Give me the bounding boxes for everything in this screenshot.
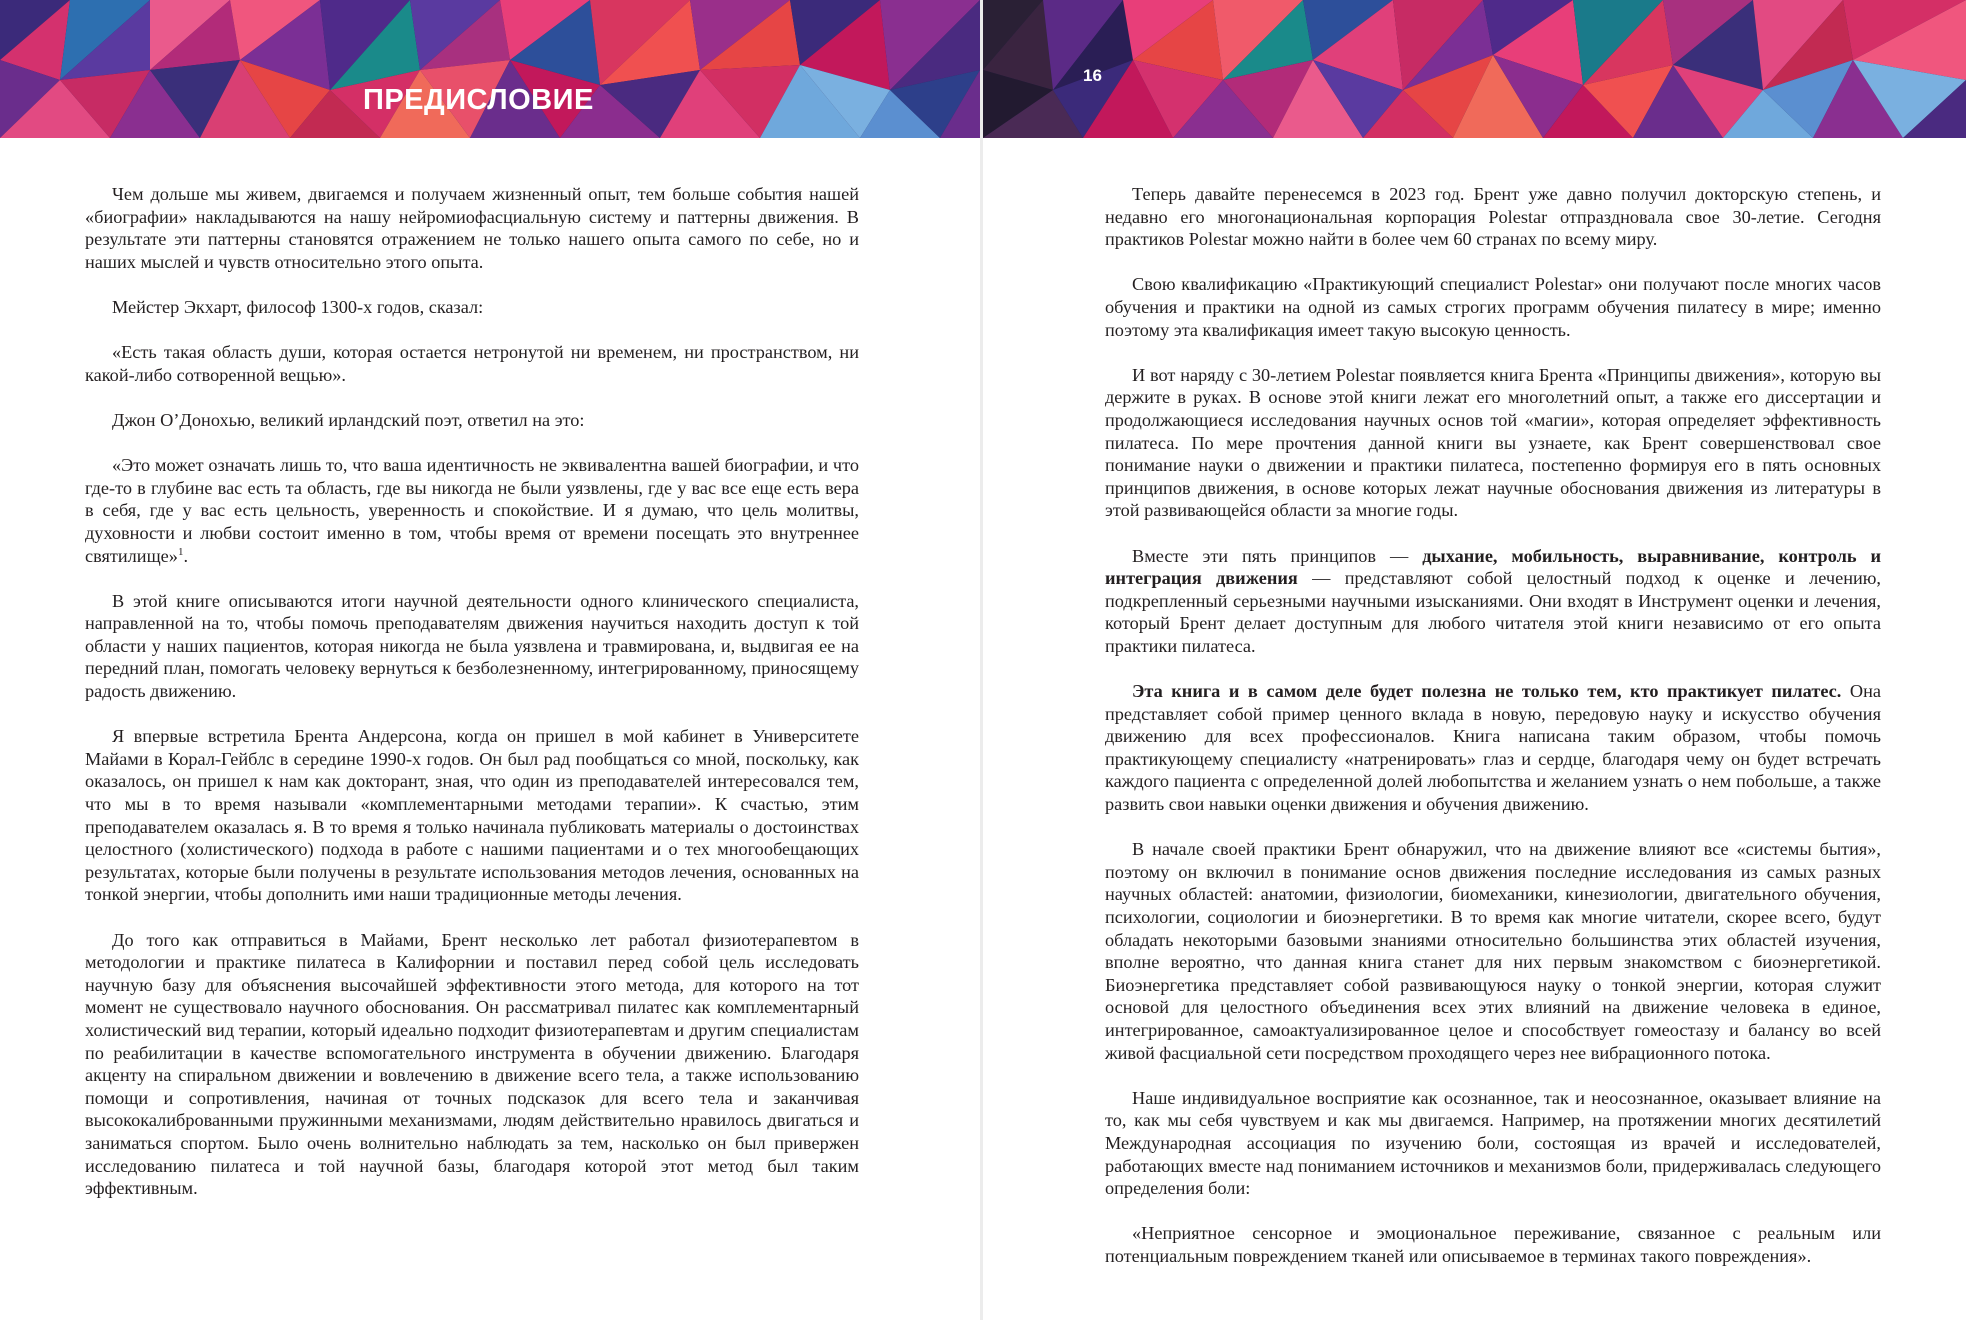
paragraph: В этой книге описываются итоги научной деятельности одного клинического специалиста, направленной на то, чтобы помочь преподавателям движения научиться находить доступ к той области у наших пациентов, которая никогда не была уязвлена и травмирована, и, выдвигая ее на передний план, помогать человеку вернуться к безболезненному, интегрированному, приносящему радость движению. [85, 590, 859, 702]
quote-paragraph: «Есть такая область души, которая остается нетронутой ни временем, ни пространством, ни какой-либо сотворенной вещью». [85, 342, 859, 385]
right-page-text [1105, 183, 1881, 1290]
right-header-banner [983, 0, 1966, 138]
bold-lead-sentence: Эта книга и в самом деле будет полезна не только тем, кто практикует пилатес. [1132, 681, 1842, 702]
paragraph [1105, 545, 1881, 658]
polygon-pattern-right [983, 0, 1966, 138]
paragraph: До того как отправиться в Майами, Брент несколько лет работал физиотерапевтом в методологии и практике пилатеса в Калифорнии и поставил перед собой цель исследовать научную базу для объяснения высочайшей эффективности этого метода, для которого на тот момент не существовало научного обоснования. Он рассматривал пилатес как комплементарный холистический вид терапии, который идеально подходит физиотерапевтам и другим специалистам по реабилитации в качестве вспомогательного инструмента в обучении движению. Благодаря акценту на спиральном движении и вовлечению в движение всего тела, а также использованию помощи и сопротивления, начиная от точных подсказок для всего тела и заканчивая высококалиброванными пружинными механизмами, людям действительно нравилось двигаться и заниматься спортом. Было очень волнительно наблюдать за тем, насколько он был привержен исследованию пилатеса и той научной базы, благодаря которой этот метод был таким эффективным. [85, 929, 859, 1199]
paragraph-rest: Она представляет собой пример ценного вклада в новую, передовую науку и искусство обучения движению для всех профессионалов. Книга написана таким образом, чтобы помочь практикующему специалисту «натренировать» глаз и сердце, благодаря чему он будет встречать каждого пациента с определенной долей любопытства и желанием узнать о нем побольше, а также развить свои навыки оценки движения и обучения движению. [1105, 681, 1881, 815]
paragraph: Джон О’Донохью, великий ирландский поэт, ответил на это: [112, 409, 585, 430]
page-gutter [980, 0, 983, 1320]
quote-end: . [183, 545, 189, 566]
paragraph: Чем дольше мы живем, двигаемся и получаем жизненный опыт, тем больше события нашей «биографии» накладываются на нашу нейромиофасциальную систему и паттерны движения. В результате эти паттерны становятся отражением не только нашего опыта самого по себе, но и наших мыслей и чувств относительно этого опыта. [85, 184, 859, 272]
quote-paragraph: «Неприятное сенсорное и эмоциональное переживание, связанное с реальным или потенциальным повреждением тканей или описываемое в терминах такого повреждения». [1105, 1223, 1881, 1266]
page-number: 16 [1083, 66, 1102, 85]
chapter-title: ПРЕДИСЛОВИЕ [363, 84, 594, 116]
quote-paragraph [85, 454, 859, 567]
paragraph-rest: — представляют собой целостный подход к оценке и лечению, подкрепленный серьезными научными изысканиями. Они входят в Инструмент оценки и лечения, который Брент делает доступным для любого читателя этой книги независимо от его опыта практики пилатеса. [1105, 568, 1881, 656]
paragraph: Наше индивидуальное восприятие как осознанное, так и неосознанное, оказывает влияние на то, как мы себя чувствуем и как мы двигаемся. Например, на протяжении многих десятилетий Международная ассоциация по изучению боли, состоящая из врачей и исследователей, работающих вместе над пониманием источников и механизмов боли, придерживалась следующего определения боли: [1105, 1087, 1881, 1199]
left-page-text [85, 183, 859, 1222]
paragraph: Мейстер Экхарт, философ 1300-х годов, сказал: [112, 296, 484, 317]
paragraph: Свою квалификацию «Практикующий специалист Polestar» они получают после многих часов обучения и практики на одной из самых строгих программ обучения пилатесу в мире; именно поэтому эта квалификация имеет такую высокую ценность. [1105, 274, 1881, 340]
bold-principles: дыхание, мобильность, выравнивание, контроль и интеграция движения [1105, 545, 1881, 589]
paragraph: Теперь давайте перенесемся в 2023 год. Брент уже давно получил докторскую степень, и недавно его многонациональная корпорация Polestar отпраздновала свое 30-летие. Сегодня практиков Polestar можно найти в более чем 60 странах по всему миру. [1105, 184, 1881, 250]
paragraph: И вот наряду с 30-летием Polestar появляется книга Брента «Принципы движения», которую вы держите в руках. В основе этой книги лежат его многолетний опыт, а также его диссертации и продолжающиеся исследования научных основ той «магии», которая определяет эффективность пилатеса. По мере прочтения данной книги вы узнаете, как Брент совершенствовал свое понимание науки о движении и практики пилатеса, постепенно формируя его в пять основных принципов движения, в основе которых лежат научные обоснования движения из литературы в этой развивающейся области за многие годы. [1105, 364, 1881, 521]
quote-text: «Это может означать лишь то, что ваша идентичность не эквивалентна вашей биографии, и что где-то в глубине вас есть та область, где вы никогда не были уязвлены, где у вас все еще есть вера в себя, где у вас есть цельность, уверенность и спокойствие. И я думаю, что цель молитвы, духовности и любви состоит именно в том, чтобы время от времени посещать это внутреннее святилище» [85, 455, 859, 566]
polygon-pattern-left [0, 0, 980, 138]
paragraph: В начале своей практики Брент обнаружил, что на движение влияют все «системы бытия», поэтому он включил в понимание основ движения последние исследования из самых разных научных областей: анатомии, физиологии, биомеханики, кинезиологии, двигательного обучения, психологии, социологии и биоэнергетики. В то время как многие читатели, скорее всего, будут обладать некоторыми базовыми знаниями относительно большинства этих областей изучения, вполне вероятно, что данная книга станет для них первым знакомством с биоэнергетикой. Биоэнергетика представляет собой развивающуюся науку о тонкой энергии, которая служит основой для целостного объединения всех этих влияний на движение человека в единое, интегрированное, самоактуализированное целое и способствует гомеостазу и балансу во всей живой фасциальной сети посредством проходящего через нее вибрационного потока. [1105, 839, 1881, 1063]
paragraph [1105, 680, 1881, 816]
footnote-marker: 1 [177, 545, 184, 558]
paragraph-lead: Вместе эти пять принципов — [1132, 545, 1423, 566]
left-header-banner [0, 0, 980, 138]
paragraph: Я впервые встретила Брента Андерсона, когда он пришел в мой кабинет в Университете Майами в Корал-Гейблс в середине 1990-х годов. Он был рад пообщаться со мной, поскольку, как оказалось, он пришел к нам как докторант, зная, что один из преподавателей интересовался тем, что мы в то время называли «комплементарными методами терапии». К счастью, этим преподавателем оказалась я. В то время я только начинала публиковать материалы о достоинствах целостного (холистического) подхода в работе с нашими пациентами и о тех многообещающих результатах, которые были получены в результате использования методов лечения, основанных на тонкой энергии, чтобы дополнить ими наши традиционные методы лечения. [85, 726, 859, 905]
